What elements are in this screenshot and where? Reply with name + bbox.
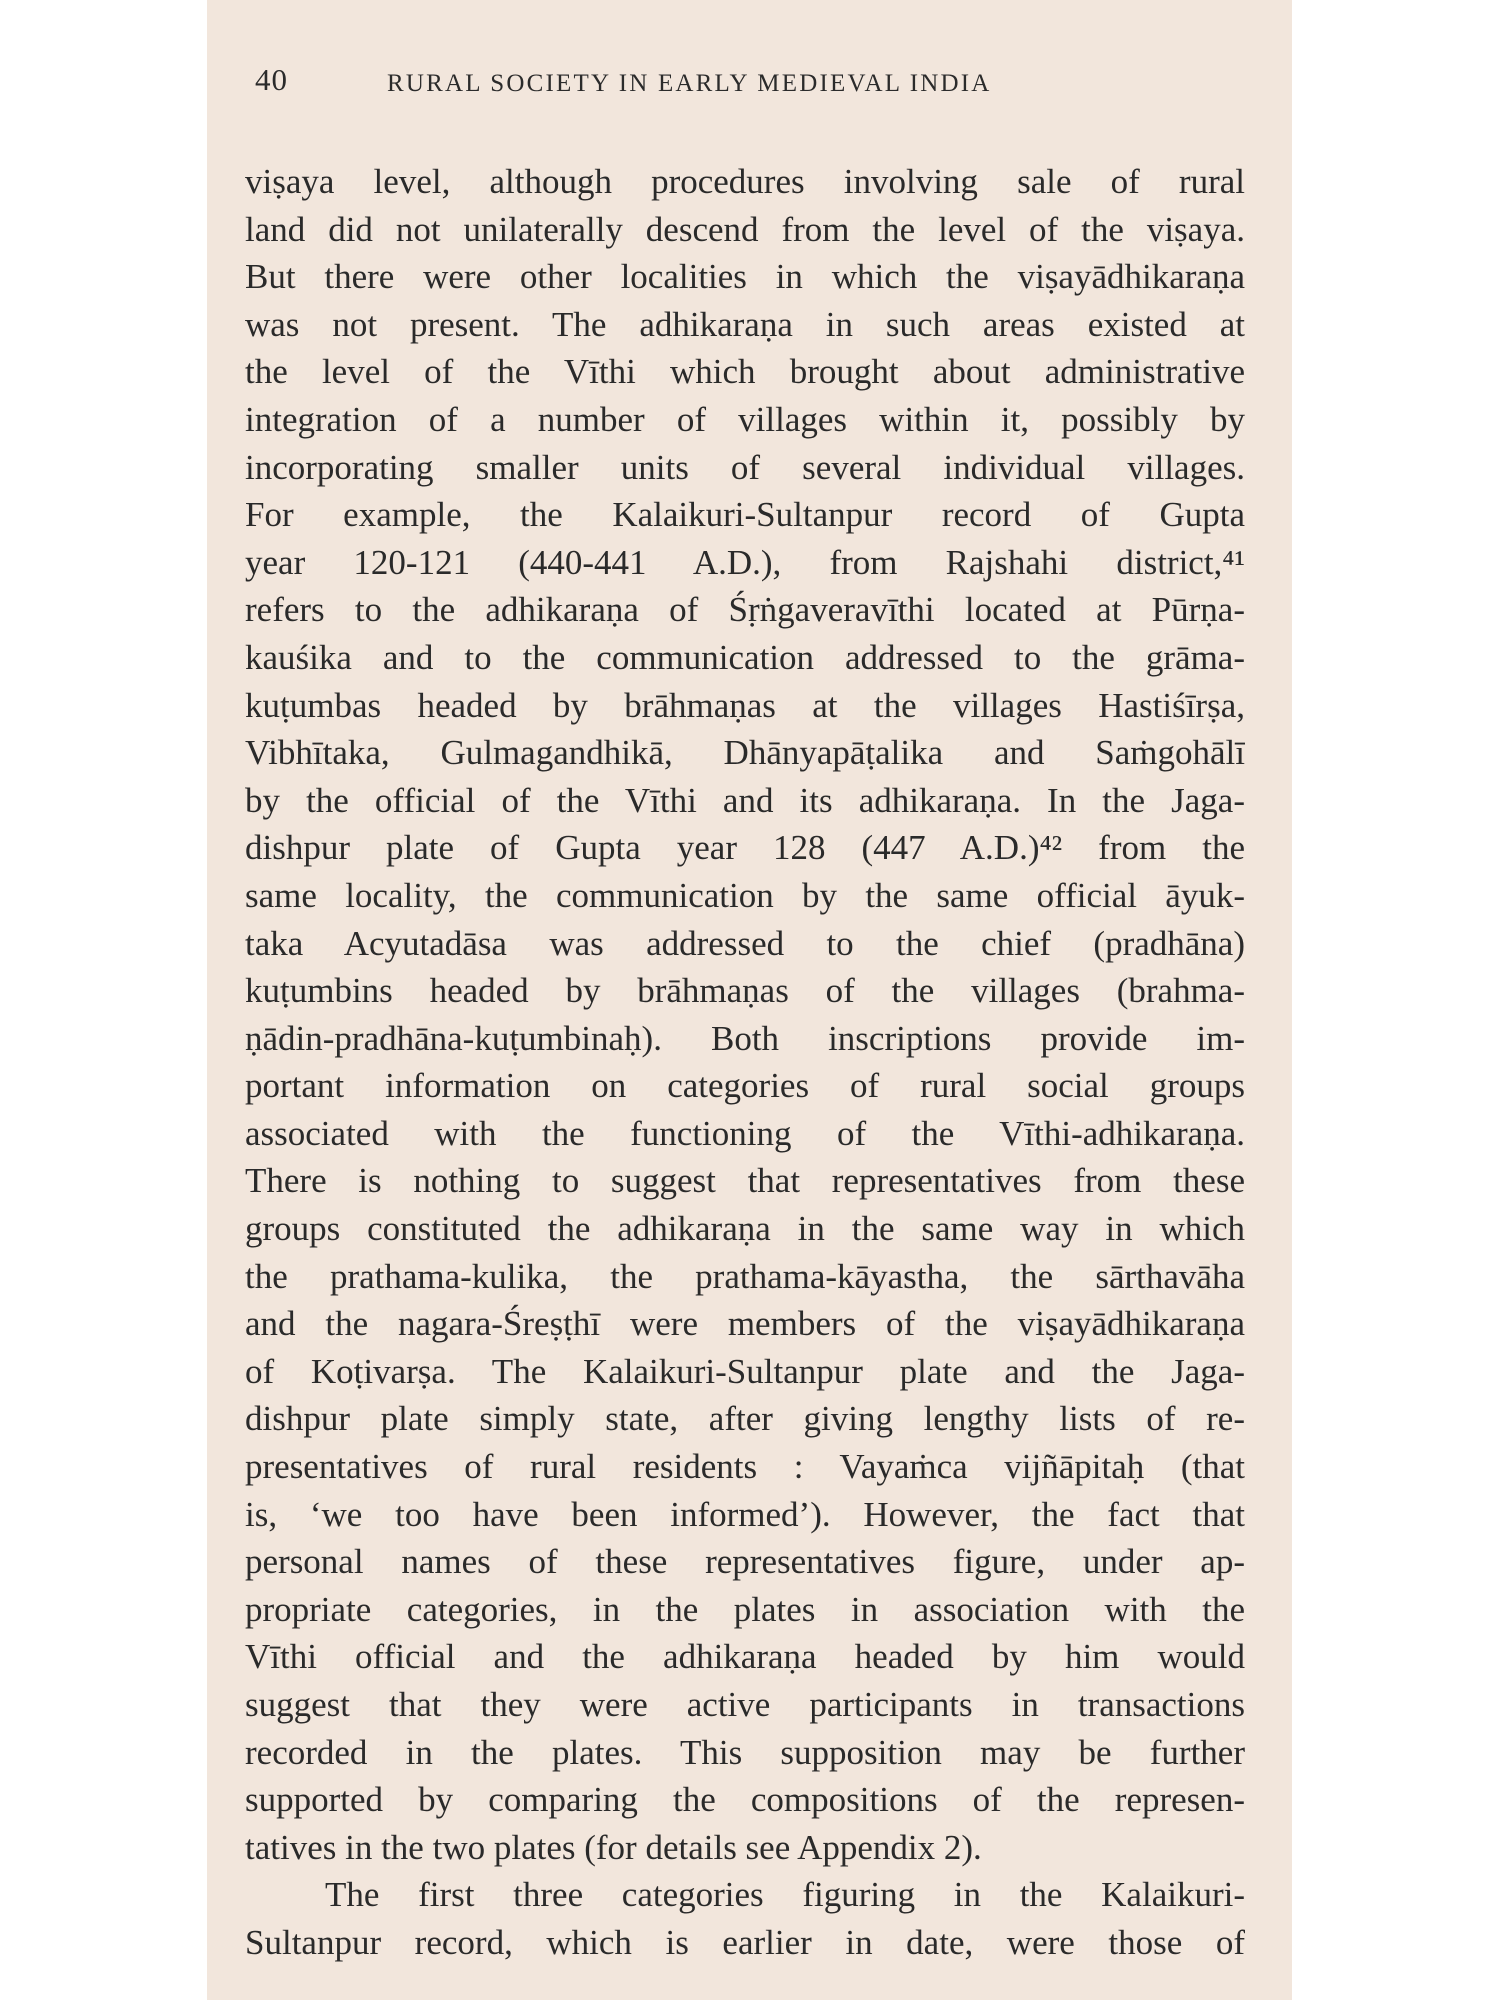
text-line: dishpur plate of Gupta year 128 (447 A.D.)⁴² from the [245,828,1245,868]
text-line: land did not unilaterally descend from the level of the viṣaya. [245,209,1245,249]
text-line: tatives in the two plates (for details see Appendix 2). [245,1827,982,1867]
page-number: 40 [255,62,288,97]
text-line: incorporating smaller units of several individual villages. [245,447,1245,487]
page-header [247,62,1247,102]
text-line: ṇādin-pradhāna-kuṭumbinaḥ). Both inscriptions provide im- [245,1018,1245,1058]
text-line: year 120-121 (440-441 A.D.), from Rajshahi district,⁴¹ [245,542,1245,582]
text-line: viṣaya level, although procedures involving sale of rural [245,162,1245,201]
text-line: kuṭumbas headed by brāhmaṇas at the villages Hastiśīrṣa, [245,685,1245,725]
text-line: the level of the Vīthi which brought about administrative [245,352,1245,392]
text-line: associated with the functioning of the Vīthi-adhikaraṇa. [245,1113,1245,1153]
text-line: propriate categories, in the plates in association with the [245,1589,1245,1629]
text-line: groups constituted the adhikaraṇa in the same way in which [245,1209,1245,1249]
book-page [207,0,1292,2000]
text-line: presentatives of rural residents : Vayaṁca vijñāpitaḥ (that [245,1447,1245,1487]
text-line: The first three categories figuring in the Kalaikuri- [325,1875,1245,1915]
text-line: same locality, the communication by the same official āyuk- [245,875,1245,915]
text-line: kauśika and to the communication addressed to the grāma- [245,637,1245,677]
running-head: RURAL SOCIETY IN EARLY MEDIEVAL INDIA [387,70,992,97]
text-line: is, ‘we too have been informed’). However, the fact that [245,1494,1245,1534]
text-line: personal names of these representatives figure, under ap- [245,1542,1245,1582]
paragraph-2 [245,1871,1245,1966]
text-line: Vibhītaka, Gulmagandhikā, Dhānyapāṭalika and Saṁgohālī [245,733,1245,773]
body-text [245,158,1245,1967]
text-line: kuṭumbins headed by brāhmaṇas of the villages (brahma- [245,971,1245,1011]
text-line: portant information on categories of rural social groups [245,1066,1245,1106]
text-line: There is nothing to suggest that representatives from these [245,1161,1245,1201]
text-line: suggest that they were active participants in transactions [245,1685,1245,1724]
text-line: of Koṭivarṣa. The Kalaikuri-Sultanpur plate and the Jaga- [245,1351,1245,1391]
text-line: But there were other localities in which the viṣayādhikaraṇa [245,257,1245,297]
text-line: taka Acyutadāsa was addressed to the chief (pradhāna) [245,923,1245,963]
text-line: recorded in the plates. This supposition may be further [245,1732,1245,1772]
text-line: Vīthi official and the adhikaraṇa headed by him would [245,1637,1245,1677]
text-line: the prathama-kulika, the prathama-kāyastha, the sārthavāha [245,1256,1245,1296]
text-line: refers to the adhikaraṇa of Śṛṅgaveravīthi located at Pūrṇa- [245,590,1245,630]
text-line: Sultanpur record, which is earlier in date, were those of [245,1922,1245,1962]
text-line: by the official of the Vīthi and its adhikaraṇa. In the Jaga- [245,780,1245,820]
text-line: integration of a number of villages within it, possibly by [245,399,1245,439]
text-line: was not present. The adhikaraṇa in such areas existed at [245,304,1245,344]
text-line: dishpur plate simply state, after giving lengthy lists of re- [245,1399,1245,1439]
text-line: and the nagara-Śreṣṭhī were members of the viṣayādhikaraṇa [245,1304,1245,1344]
text-line: supported by comparing the compositions of the represen- [245,1780,1245,1820]
text-line: For example, the Kalaikuri-Sultanpur record of Gupta [245,495,1245,535]
paragraph-1 [245,158,1245,1871]
